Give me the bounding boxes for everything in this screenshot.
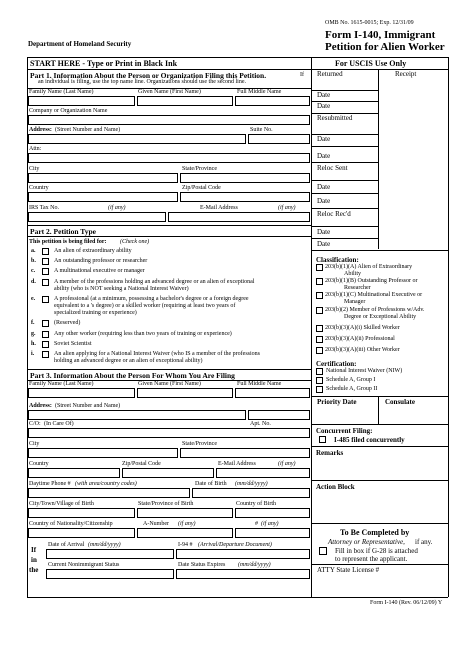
p3-anumber-if-any: (if any): [178, 521, 196, 527]
classification-text-cont: Degree or Exceptional Ability: [344, 314, 417, 320]
certification-checkbox[interactable]: [316, 377, 323, 384]
certification-text: Schedule A, Group I: [326, 377, 376, 383]
certification-label: Certification:: [316, 360, 357, 368]
p1-irs-if-any: (if any): [108, 205, 126, 211]
p1-city-label: City: [29, 166, 40, 172]
i485-label: I-485 filed concurrently: [334, 436, 405, 444]
petition-option-text: ability (who is NOT seeking a National Interest Waiver): [54, 286, 189, 292]
attorney-label: Attorney or Representative,: [328, 538, 405, 546]
date-label-4: Date: [317, 152, 331, 160]
p3-city-birth-label: City/Town/Village of Birth: [29, 501, 94, 507]
p3-phone-label: Daytime Phone #: [29, 481, 71, 487]
classification-text-cont: Researcher: [344, 285, 371, 291]
classification-text: 203(b)(1)(A) Alien of Extraordinary: [325, 264, 413, 270]
p1-city-input[interactable]: [28, 173, 178, 183]
classification-text: 203(b)(3)(A)(i) Skilled Worker: [325, 325, 400, 331]
p3-i94-input[interactable]: [176, 549, 310, 559]
p1-company-label: Company or Organization Name: [29, 108, 108, 114]
date-label-2: Date: [317, 102, 331, 110]
p1-family-name-input[interactable]: [28, 96, 135, 106]
p3-family-name-label: Family Name (Last Name): [29, 381, 94, 387]
p3-status-input[interactable]: [46, 569, 174, 579]
p3-i94-label: I-94 #: [178, 542, 193, 548]
priority-date-label: Priority Date: [317, 398, 357, 406]
date-label-8: Date: [317, 240, 331, 248]
reloc-recd-label: Reloc Rec'd: [317, 210, 351, 218]
p3-country-input[interactable]: [28, 468, 120, 478]
p3-address-label: Address:: [29, 403, 52, 409]
to-be-completed-label: To Be Completed by: [340, 528, 410, 537]
department-label: Department of Homeland Security: [28, 40, 132, 48]
petition-option-letter: h.: [31, 341, 36, 347]
p3-email-input[interactable]: [216, 468, 310, 478]
p3-if-word: If: [31, 546, 37, 554]
p1-email-label: E-Mail Address: [200, 205, 238, 211]
p3-ssn-input[interactable]: [235, 528, 310, 538]
classification-text-cont: Ability: [344, 271, 362, 277]
p3-arrival-input[interactable]: [46, 549, 174, 559]
p3-email-if-any: (if any): [278, 461, 296, 467]
petition-option-letter: g.: [31, 331, 36, 337]
p3-address-hint: (Street Number and Name): [55, 403, 121, 409]
form-subtitle: Petition for Alien Worker: [325, 41, 445, 53]
p3-family-name-input[interactable]: [28, 388, 135, 398]
date-label-6: Date: [317, 197, 331, 205]
p3-anumber-input[interactable]: [137, 528, 233, 538]
p3-given-name-label: Given Name (First Name): [138, 381, 201, 387]
petition-option-text: A member of the professions holding an advanced degree or an alien of exceptional: [54, 279, 255, 285]
p3-city-birth-input[interactable]: [28, 508, 135, 518]
p1-family-name-label: Family Name (Last Name): [29, 89, 94, 95]
classification-text: 203(b)(3)(A)(iii) Other Worker: [325, 347, 400, 353]
date-label-1: Date: [317, 91, 331, 99]
p3-nationality-input[interactable]: [28, 528, 135, 538]
part1-if: If: [300, 72, 304, 78]
p1-irs-label: IRS Tax No.: [29, 205, 59, 211]
p1-state-input[interactable]: [180, 173, 310, 183]
p3-phone-hint: (with area/country codes): [75, 481, 137, 487]
classification-text: 203(b)(1)(B) Outstanding Professor or: [325, 278, 418, 284]
classification-text: 203(b)(3)(A)(ii) Professional: [325, 336, 395, 342]
p1-irs-input[interactable]: [28, 212, 166, 222]
g28-label: Fill in box if G-28 is attached: [335, 547, 418, 555]
p1-given-name-label: Given Name (First Name): [138, 89, 201, 95]
p3-arrival-hint: (mm/dd/yyyy): [88, 542, 121, 548]
petition-option-checkbox[interactable]: [42, 268, 49, 275]
p1-address-hint: (Street Number and Name): [55, 127, 121, 133]
p3-anumber-label: A-Number: [143, 521, 169, 527]
classification-text: 203(b)(1)(C) Multinational Executive or: [325, 292, 423, 298]
petition-option-checkbox[interactable]: [42, 351, 49, 358]
petition-option-letter: c.: [31, 268, 36, 274]
certification-checkbox[interactable]: [316, 386, 323, 393]
petition-option-text: An outstanding professor or researcher: [54, 258, 148, 264]
p1-address-input[interactable]: [28, 134, 246, 144]
p1-given-name-input[interactable]: [137, 96, 233, 106]
petition-option-text: A multinational executive or manager: [54, 268, 145, 274]
petition-option-checkbox[interactable]: [42, 320, 49, 327]
petition-option-checkbox[interactable]: [42, 331, 49, 338]
classification-checkbox[interactable]: [316, 264, 323, 271]
p1-state-label: State/Province: [182, 166, 217, 172]
p1-country-label: Country: [29, 185, 49, 191]
p3-state-label: State/Province: [182, 441, 217, 447]
classification-checkbox[interactable]: [316, 336, 323, 343]
classification-checkbox[interactable]: [316, 278, 323, 285]
concurrent-filing-label: Concurrent Filing:: [316, 427, 373, 435]
petition-option-letter: b.: [31, 258, 36, 264]
resubmitted-label: Resubmitted: [317, 114, 353, 122]
p3-given-name-input[interactable]: [137, 388, 233, 398]
p3-expires-label: Date Status Expires: [178, 562, 226, 568]
classification-checkbox[interactable]: [316, 292, 323, 299]
p3-phone-input[interactable]: [28, 488, 190, 498]
p3-in-word: in: [31, 556, 37, 564]
petition-option-checkbox[interactable]: [42, 296, 49, 303]
petition-option-letter: d.: [31, 279, 36, 285]
to-represent-label: to represent the applicant.: [335, 555, 408, 563]
date-label-3: Date: [317, 135, 331, 143]
p1-attn-input[interactable]: [28, 153, 310, 163]
returned-label: Returned: [317, 70, 343, 78]
p1-middle-name-label: Full Middle Name: [237, 89, 282, 95]
p1-address-label: Address:: [29, 127, 52, 133]
p3-state-input[interactable]: [180, 448, 310, 458]
i485-checkbox[interactable]: [319, 436, 326, 443]
p3-middle-name-label: Full Middle Name: [237, 381, 282, 387]
p3-city-label: City: [29, 441, 40, 447]
classification-label: Classification:: [316, 256, 359, 264]
p1-zip-label: Zip/Postal Code: [182, 185, 221, 191]
petition-option-text: An alien of extraordinary ability: [54, 248, 132, 254]
classification-checkbox[interactable]: [316, 325, 323, 332]
classification-text-cont: Manager: [344, 299, 366, 305]
p2-check-one: (Check one): [120, 239, 150, 245]
p2-filed-for-label: This petition is being filed for:: [29, 239, 107, 245]
date-label-5: Date: [317, 183, 331, 191]
consulate-label: Consulate: [385, 398, 415, 406]
p3-dob-label: Date of Birth: [195, 481, 227, 487]
petition-option-checkbox[interactable]: [42, 341, 49, 348]
classification-checkbox[interactable]: [316, 347, 323, 354]
classification-text: 203(b)(2) Member of Professions w/Adv.: [325, 307, 425, 313]
uscis-use-header: For USCIS Use Only: [335, 59, 407, 68]
form-revision-footer: Form I-140 (Rev. 06/12/09) Y: [370, 600, 443, 606]
petition-option-checkbox[interactable]: [42, 279, 49, 286]
petition-option-text: (Reserved): [54, 320, 81, 326]
p3-apt-label: Apt. No.: [250, 421, 271, 427]
p1-company-input[interactable]: [28, 115, 310, 125]
p3-the-word: the: [29, 566, 39, 574]
petition-option-letter: f.: [31, 320, 35, 326]
date-label-7: Date: [317, 228, 331, 236]
classification-checkbox[interactable]: [316, 307, 323, 314]
petition-option-checkbox[interactable]: [42, 258, 49, 265]
p3-email-label: E-Mail Address: [218, 461, 256, 467]
p3-state-birth-input[interactable]: [137, 508, 233, 518]
p3-expires-input[interactable]: [176, 569, 310, 579]
p3-middle-name-input[interactable]: [235, 388, 310, 398]
p3-co-hint: (In Care Of): [44, 421, 74, 427]
form-title: Form I-140, Immigrant: [325, 29, 436, 41]
p3-co-input[interactable]: [28, 428, 310, 438]
p3-i94-hint: (Arrival/Departure Document): [198, 542, 272, 548]
certification-text: National Interest Waiver (NIW): [326, 368, 403, 374]
p3-address-input[interactable]: [28, 410, 246, 420]
p3-nationality-label: Country of Nationality/Citizenship: [29, 521, 113, 527]
petition-option-checkbox[interactable]: [42, 248, 49, 255]
p3-ssn-label: #: [255, 521, 258, 527]
omb-number: OMB No. 1615-0015; Exp. 12/31/09: [325, 20, 414, 26]
p3-status-label: Current Nonimmigrant Status: [48, 562, 120, 568]
p3-zip-label: Zip/Postal Code: [122, 461, 161, 467]
p3-dob-hint: (mm/dd/yyyy): [235, 481, 268, 487]
p3-dob-input[interactable]: [192, 488, 310, 498]
p3-arrival-label: Date of Arrival: [48, 542, 85, 548]
petition-option-text: equivalent to a 's degree) or a skilled worker (requiring at least two years of: [54, 303, 236, 309]
remarks-label: Remarks: [316, 449, 344, 457]
receipt-label: Receipt: [395, 70, 417, 78]
certification-checkbox[interactable]: [316, 368, 323, 375]
p3-city-input[interactable]: [28, 448, 178, 458]
petition-option-text: Any other worker (requiring less than two years of training or experience): [54, 331, 232, 337]
petition-option-letter: a.: [31, 248, 36, 254]
certification-text: Schedule A, Group II: [326, 386, 378, 392]
petition-option-letter: i.: [31, 351, 35, 357]
g28-checkbox[interactable]: [319, 547, 327, 555]
p3-ssn-if-any: (if any): [261, 521, 279, 527]
p1-suite-input[interactable]: [248, 134, 310, 144]
part2-title: Part 2. Petition Type: [30, 227, 96, 236]
petition-option-text: An alien applying for a National Interest Waiver (who IS a member of the professions: [54, 351, 261, 357]
p3-zip-input[interactable]: [122, 468, 214, 478]
attorney-if-any: if any.: [415, 538, 433, 546]
p3-expires-hint: (mm/dd/yyyy): [238, 562, 271, 568]
p3-country-birth-input[interactable]: [235, 508, 310, 518]
petition-option-text: A professional (at a minimum, possessing a bachelor's degree or a foreign degree: [54, 296, 249, 302]
p1-middle-name-input[interactable]: [235, 96, 310, 106]
p1-email-if-any: (if any): [278, 205, 296, 211]
p1-zip-input[interactable]: [180, 192, 310, 202]
petition-option-text: holding an advanced degree or an alien of exceptional ability): [54, 358, 203, 364]
p3-co-label: C/O:: [29, 421, 41, 427]
petition-option-text: Soviet Scientist: [54, 341, 92, 347]
p1-email-input[interactable]: [168, 212, 310, 222]
action-block-label: Action Block: [316, 483, 355, 491]
part3-title: Part 3. Information About the Person For Whom You Are Filing: [30, 371, 235, 380]
p1-country-input[interactable]: [28, 192, 178, 202]
p1-suite-label: Suite No.: [250, 127, 273, 133]
atty-license-label: ATTY State License #: [317, 566, 380, 574]
petition-option-letter: e.: [31, 296, 36, 302]
p3-apt-input[interactable]: [248, 410, 310, 420]
reloc-sent-label: Reloc Sent: [317, 164, 348, 172]
part1-title: Part 1. Information About the Person or Organization Filing this Petition.: [30, 71, 267, 80]
p3-state-birth-label: State/Province of Birth: [138, 501, 194, 507]
p3-country-birth-label: Country of Birth: [236, 501, 276, 507]
petition-option-text: specialized training or experience): [54, 310, 137, 316]
part1-note: an individual is filing, use the top name line. Organizations should use the second line.: [38, 79, 247, 85]
p1-attn-label: Attn:: [29, 146, 42, 152]
p3-country-label: Country: [29, 461, 49, 467]
start-here-label: START HERE - Type or Print in Black Ink: [30, 59, 178, 68]
